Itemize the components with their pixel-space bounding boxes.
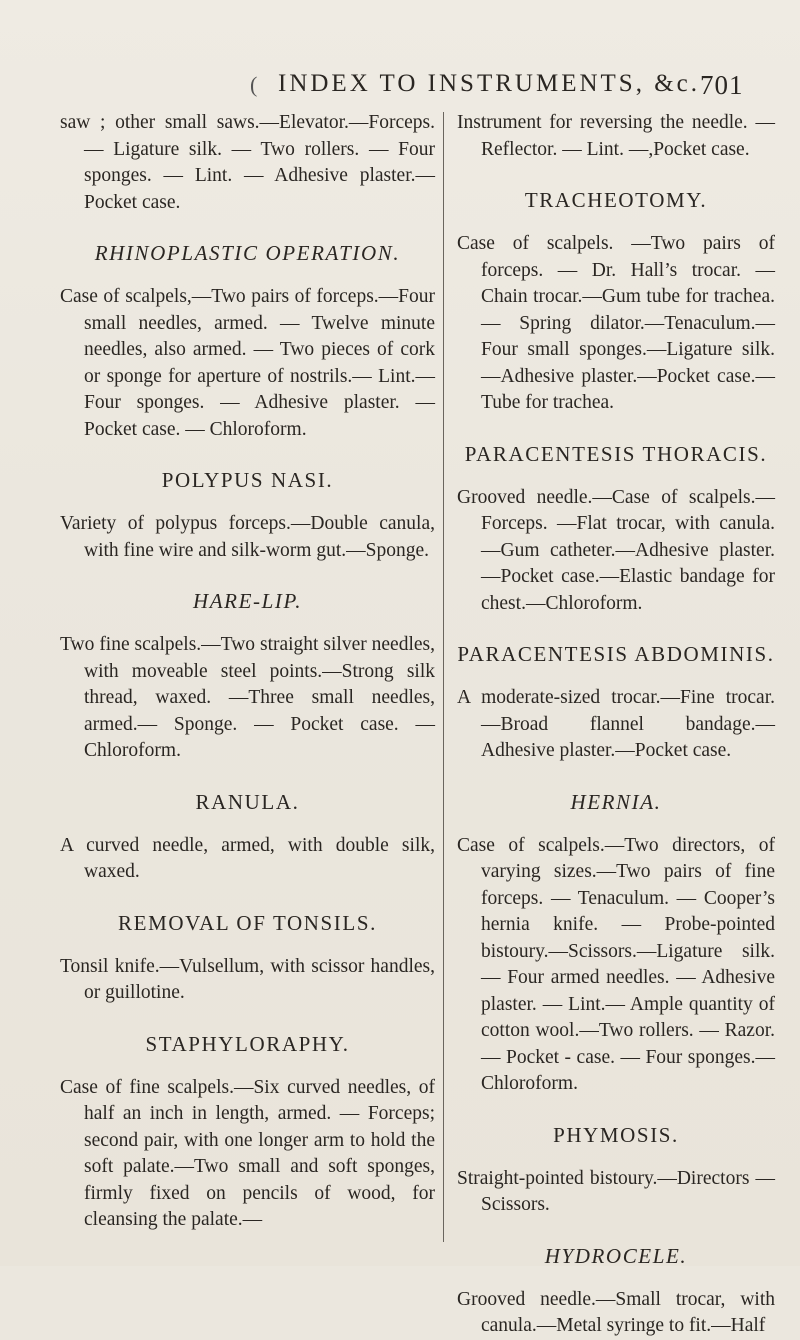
right-column <box>457 110 775 1340</box>
instrument-list: A curved needle, armed, with double silk, waxed. <box>60 834 435 882</box>
section-heading-tracheotomy: TRACHEOTOMY. <box>524 188 708 212</box>
section-heading-staphyloraphy: STAPHYLORAPHY. <box>145 1031 350 1056</box>
instrument-list: Grooved needle.—Small trocar, with canula.—Metal syringe to fit.—Half <box>457 1288 775 1336</box>
instrument-list: Case of fine scalpels.—Six curved needles, of half an inch in length, armed. — Forceps; second pair, with one longer arm to hold the soft palate.—Two small and soft sponges, firmly fixed on pencils of wood, for cleansing the palate.— <box>60 1076 435 1230</box>
section-heading-hare-lip: HARE-LIP. <box>192 589 303 613</box>
instrument-list: Grooved needle.—Case of scalpels.— Forceps. —Flat trocar, with canula. —Gum catheter.—Adhesive plaster. —Pocket case.—Elastic bandage for chest.—Chloroform. <box>457 486 775 614</box>
column-divider <box>443 112 444 1242</box>
instrument-list: Two fine scalpels.—Two straight silver needles, with moveable steel points.—Strong silk thread, waxed. —Three small needles, armed.— Sponge. — Pocket case. — Chloroform. <box>60 634 435 761</box>
section-heading-paracentesis-thoracis: PARACENTESIS THORACIS. <box>464 441 768 466</box>
section-heading-hydrocele: HYDROCELE. <box>544 1243 688 1268</box>
section-heading-rhinoplastic: RHINOPLASTIC OPERATION. <box>94 241 401 265</box>
section-heading-removal-of-tonsils: REMOVAL OF TONSILS. <box>118 910 377 935</box>
page-header <box>0 70 800 110</box>
instrument-list: saw ; other small saws.—Elevator.—Forceps. — Ligature silk. — Two rollers. — Four sponges. — Lint. — Adhesive plaster.—Pocket case. <box>60 112 435 213</box>
instrument-list: Variety of polypus forceps.—Double canula, with fine wire and silk-worm gut.—Sponge. <box>60 513 435 561</box>
instrument-list: Case of scalpels. —Two pairs of forceps. — Dr. Hall’s trocar. — Chain trocar.—Gum tube for trachea.— Spring dilator.—Tenaculum.—Four small sponges.—Ligature silk.—Adhesive plaster.—Pocket case.—Tube for trachea. <box>457 233 775 413</box>
instrument-list: Case of scalpels.—Two directors, of varying sizes.—Two pairs of fine forceps. — Tenaculum. — Cooper’s hernia knife. — Probe-pointed bistoury.—Scissors.—Ligature silk.— Four armed needles. — Adhesive plaster. — Lint.— Ample quantity of cotton wool.—Two rollers. — Razor. — Pocket - case. — Four sponges.—Chloroform. <box>457 834 775 1094</box>
section-heading-paracentesis-abdominis: PARACENTESIS ABDOMINIS. <box>457 642 775 666</box>
running-title: INDEX TO INSTRUMENTS, &c. <box>278 70 700 97</box>
instrument-list: Case of scalpels,—Two pairs of forceps.—Four small needles, armed. — Twelve minute needles, also armed. — Two pieces of cork or sponge for aperture of nostrils.— Lint.— Four sponges. — Adhesive plaster. — Pocket case. — Chloroform. <box>60 286 435 440</box>
instrument-list: Tonsil knife.—Vulsellum, with scissor handles, or guillotine. <box>60 955 435 1003</box>
section-heading-ranula: RANULA. <box>195 789 300 814</box>
section-heading-hernia: HERNIA. <box>570 789 662 814</box>
section-heading-phymosis: PHYMOSIS. <box>553 1122 679 1147</box>
instrument-list: Instrument for reversing the needle. — Reflector. — Lint. —,Pocket case. <box>457 112 775 160</box>
section-heading-polypus-nasi: POLYPUS NASI. <box>161 468 334 492</box>
page-number: 701 <box>700 70 744 100</box>
instrument-list: A moderate-sized trocar.—Fine trocar.—Broad flannel bandage.—Adhesive plaster.—Pocket case. <box>457 687 775 761</box>
left-column <box>60 110 435 1234</box>
instrument-list: Straight-pointed bistoury.—Directors —Scissors. <box>457 1167 775 1215</box>
header-bracket: ( <box>250 72 258 97</box>
